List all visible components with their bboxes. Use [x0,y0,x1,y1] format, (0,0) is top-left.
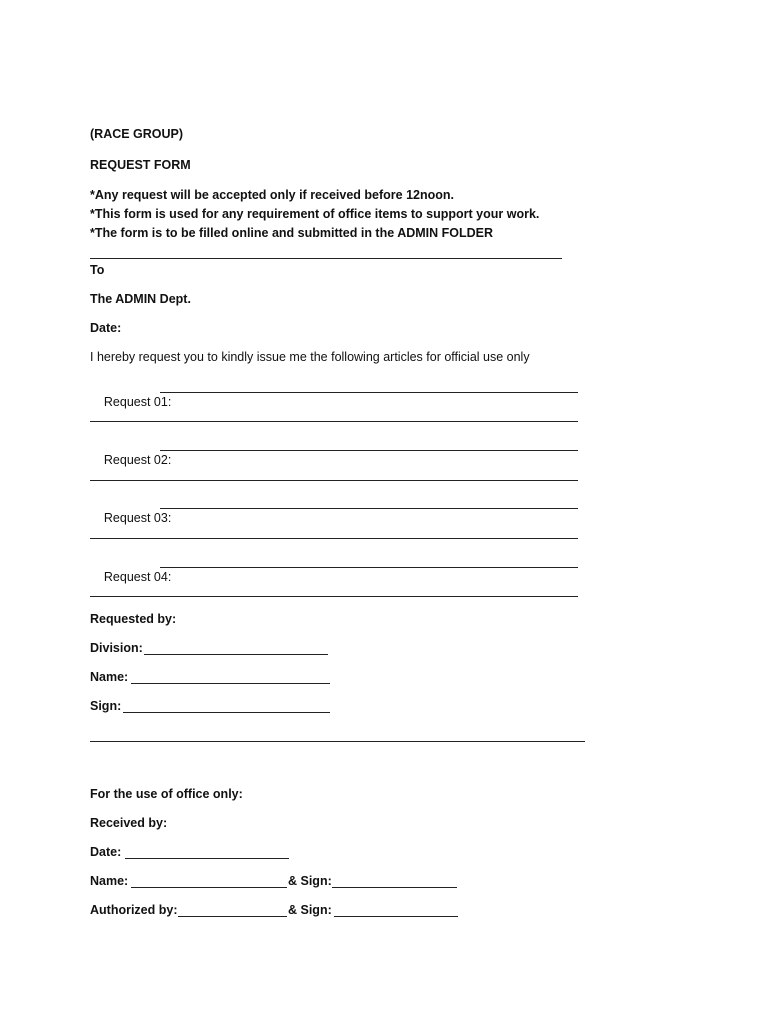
office-sign-label: & Sign: [288,874,332,888]
request-04-extra-line[interactable] [90,596,578,597]
request-04-row [90,553,171,601]
request-03-input[interactable] [160,508,578,509]
request-02-extra-line[interactable] [90,480,578,481]
office-date-input[interactable] [125,858,289,859]
division-label: Division: [90,641,143,655]
request-02-input[interactable] [160,450,578,451]
request-01-input[interactable] [160,392,578,393]
office-sign-input[interactable] [332,887,457,888]
intro-text: I hereby request you to kindly issue me the following articles for official use only [90,350,530,364]
note-line-2: *This form is used for any requirement of office items to support your work. [90,207,540,221]
sign-label: Sign: [90,699,122,713]
org-name: (RACE GROUP) [90,127,184,141]
note-line-1: *Any request will be accepted only if received before 12noon. [90,188,454,202]
request-04-input[interactable] [160,567,578,568]
office-use-heading: For the use of office only: [90,787,243,801]
section-divider [90,741,585,742]
request-03-row [90,494,171,542]
office-name-label: Name: [90,874,129,888]
received-by-label: Received by: [90,816,168,830]
request-03-extra-line[interactable] [90,538,578,539]
office-name-input[interactable] [131,887,287,888]
dept-label: The ADMIN Dept. [90,292,191,306]
request-02-label: Request 02: [103,453,172,467]
sign-input[interactable] [123,712,330,713]
request-01-row [90,378,171,426]
request-03-label: Request 03: [103,511,172,525]
authorized-by-input[interactable] [178,916,287,917]
request-01-label: Request 01: [103,395,172,409]
note-line-3: *The form is to be filled online and submitted in the ADMIN FOLDER [90,226,494,240]
office-date-label: Date: [90,845,122,859]
name-input[interactable] [131,683,330,684]
division-input[interactable] [144,654,328,655]
date-label: Date: [90,321,122,335]
requested-by-heading: Requested by: [90,612,177,626]
authorized-by-label: Authorized by: [90,903,178,917]
form-title: REQUEST FORM [90,158,191,172]
request-02-row [90,436,171,484]
name-label: Name: [90,670,129,684]
request-04-label: Request 04: [103,570,172,584]
request-01-extra-line[interactable] [90,421,578,422]
authorized-sign-input[interactable] [334,916,458,917]
authorized-sign-label: & Sign: [288,903,332,917]
to-label: To [90,263,105,277]
header-divider [90,258,562,259]
